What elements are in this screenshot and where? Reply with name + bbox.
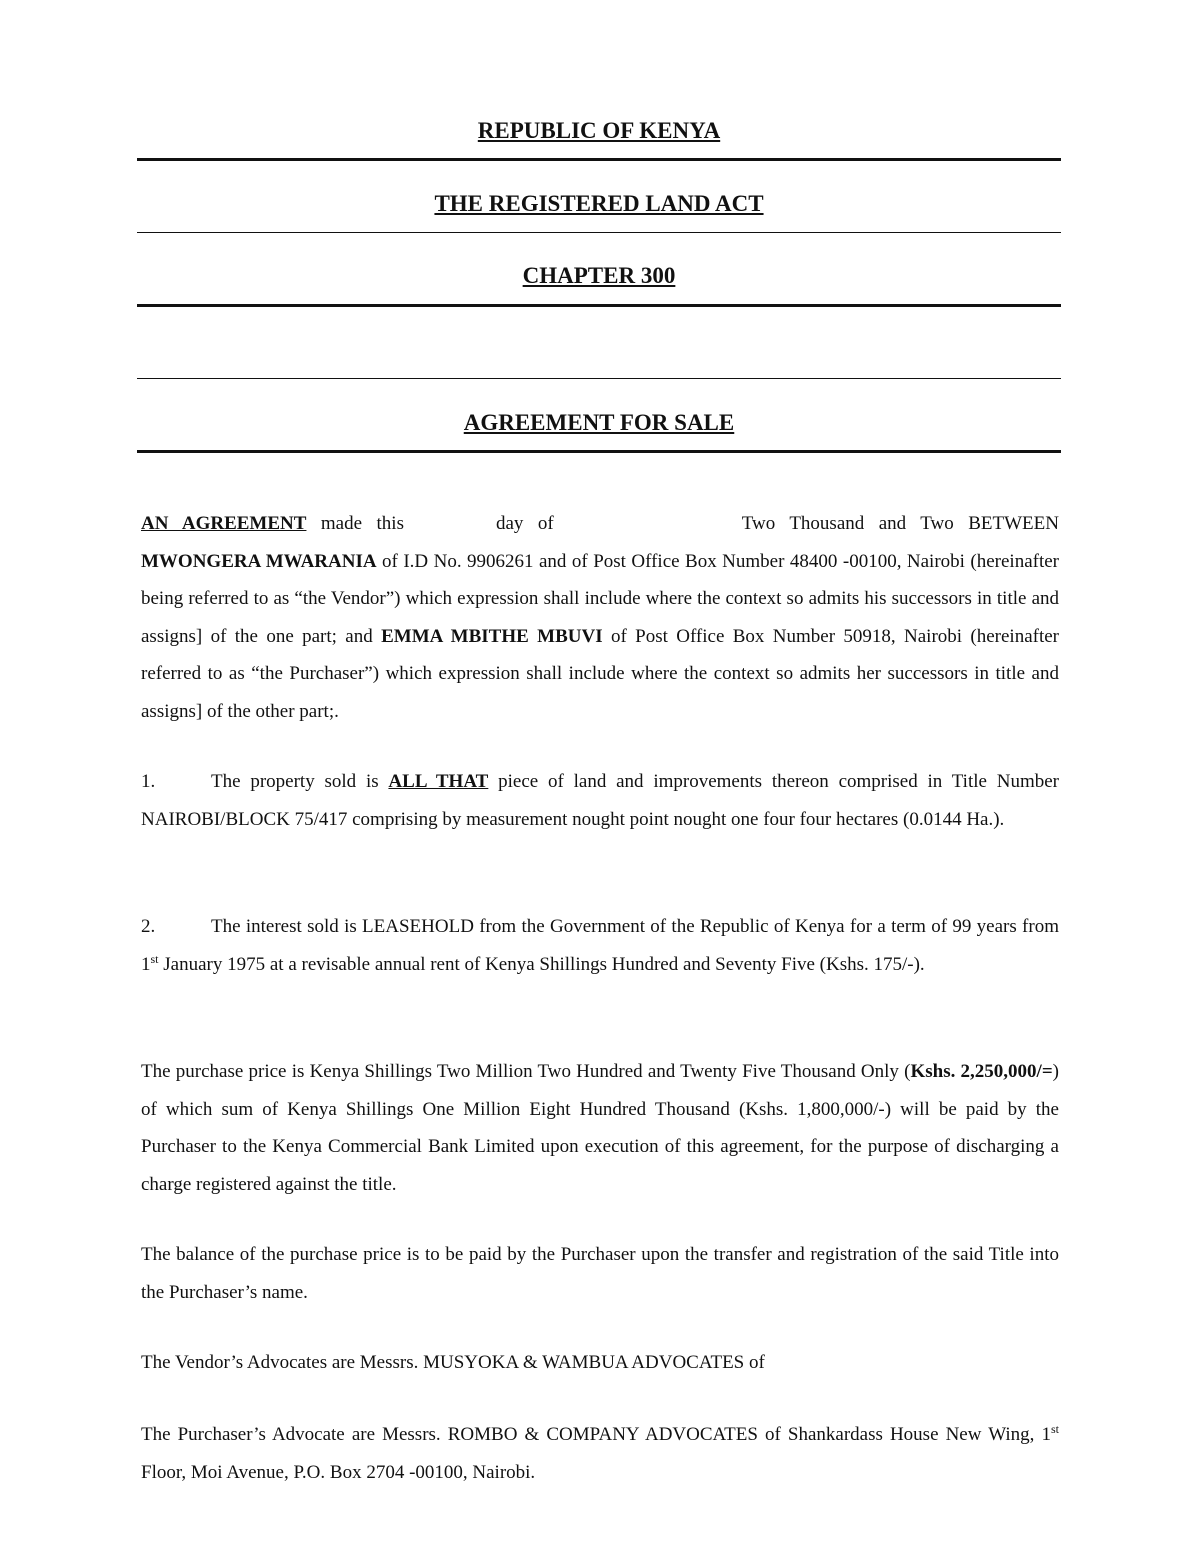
- divider-rule: [137, 378, 1061, 379]
- clause-text: The property sold is: [211, 771, 379, 792]
- balance-paragraph: The balance of the purchase price is to be paid by the Purchaser upon the transfer and registration of the said Title into the Purchaser’s name.: [141, 1244, 1059, 1303]
- heading-chapter: CHAPTER 300: [522, 263, 676, 288]
- clause-text: The interest sold is LEASEHOLD from the Government of the Republic of Kenya for a term of 99 years from 1: [141, 916, 1059, 975]
- divider-rule: [137, 304, 1061, 307]
- vendor-advocates-paragraph: The Vendor’s Advocates are Messrs. MUSYOKA & WAMBUA ADVOCATES of: [141, 1352, 765, 1373]
- purchaser-name: EMMA MBITHE MBUVI: [381, 625, 603, 647]
- made-this-text: made this: [320, 513, 404, 534]
- heading-agreement: AGREEMENT FOR SALE: [463, 410, 735, 435]
- day-of-text: day of: [495, 513, 554, 534]
- purchaser-advocates-paragraph: [141, 1416, 1059, 1491]
- heading-republic: REPUBLIC OF KENYA: [477, 118, 721, 143]
- vendor-details: of I.D No. 9906261 and of Post Office Box Number 48400 -00100, Nairobi (hereinafter being referred to as “the Vendor”) which expression shall include where the context so admits his successors in title and assigns] of the one part; and: [141, 550, 1060, 647]
- divider-rule: [137, 232, 1061, 233]
- price-text: The purchase price is Kenya Shillings Two Million Two Hundred and Twenty Five Thousand Only (: [141, 1061, 911, 1082]
- divider-rule: [137, 450, 1061, 453]
- price-amount: Kshs. 2,250,000/=: [910, 1061, 1053, 1082]
- advocates-text: Floor, Moi Avenue, P.O. Box 2704 -00100, Nairobi.: [141, 1461, 536, 1483]
- clause-1: [141, 763, 1059, 838]
- ordinal-suffix: st: [150, 951, 159, 966]
- heading-act: THE REGISTERED LAND ACT: [434, 191, 764, 216]
- intro-paragraph: [141, 505, 1059, 730]
- advocates-text: The Purchaser’s Advocate are Messrs. ROMBO & COMPANY ADVOCATES of Shankardass House New Wing, 1: [141, 1424, 1051, 1445]
- clause-number: 2.: [141, 916, 156, 937]
- vendor-name: MWONGERA MWARANIA: [141, 550, 377, 572]
- clause-text: January 1975 at a revisable annual rent of Kenya Shillings Hundred and Seventy Five (Kshs. 175/-).: [163, 953, 925, 975]
- clause-2: [141, 908, 1059, 983]
- clause-number: 1.: [141, 771, 156, 792]
- purchase-price-paragraph: [141, 1053, 1059, 1203]
- purchaser-details: of Post Office Box Number 50918, Nairobi (hereinafter referred to as “the Purchaser”) which expression shall include where the context so admits her successors in title and assigns] of the other part;.: [141, 625, 1060, 722]
- clause-text: piece of land and improvements thereon comprised in Title Number NAIROBI/BLOCK 75/417 comprising by measurement nought point nought one four four hectares (0.0144 Ha.).: [141, 771, 1059, 830]
- year-between-text: Two Thousand and Two BETWEEN: [741, 513, 1059, 534]
- divider-rule: [137, 158, 1061, 161]
- agreement-lead: AN AGREEMENT: [141, 513, 307, 534]
- clause-emphasis: ALL THAT: [388, 771, 489, 792]
- price-text: ) of which sum of Kenya Shillings One Million Eight Hundred Thousand (Kshs. 1,800,000/-) will be paid by the Purchaser to the Kenya Commercial Bank Limited upon execution of this agreement, for the purpose of discharging a charge registered against the title.: [141, 1061, 1059, 1195]
- ordinal-suffix: st: [1050, 1422, 1059, 1436]
